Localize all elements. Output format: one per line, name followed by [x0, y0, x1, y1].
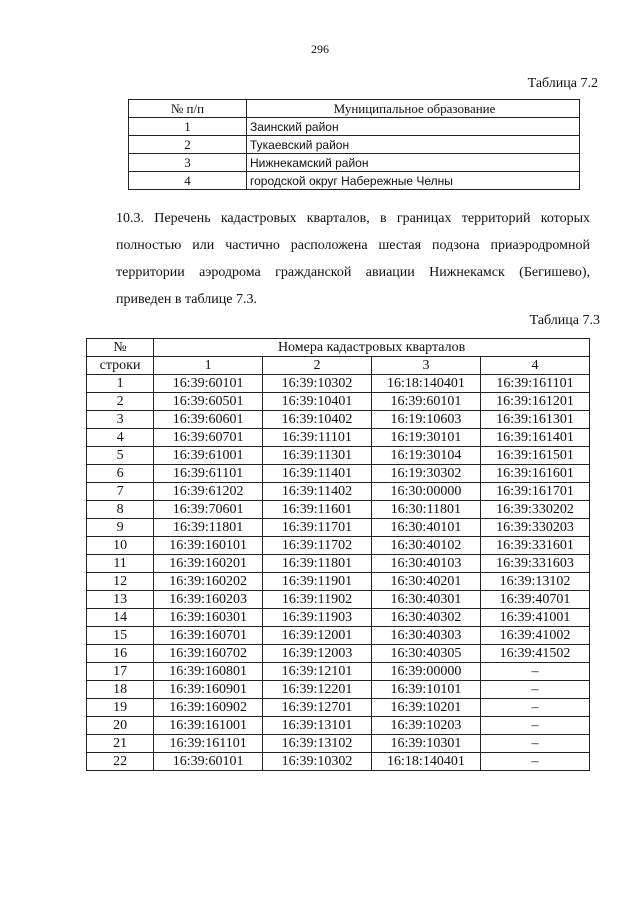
cadastral-quarter-cell: 16:39:11101 [263, 429, 372, 447]
cadastral-quarter-cell: – [480, 735, 589, 753]
cadastral-quarter-cell: 16:39:40701 [480, 591, 589, 609]
paragraph-line: полностью или частично расположена шестая подзона приаэродромной [116, 238, 590, 253]
cadastral-quarter-cell: 16:39:160201 [154, 555, 263, 573]
row-number-cell: 7 [87, 483, 154, 501]
row-number-cell: 3 [129, 154, 247, 172]
cadastral-quarter-cell: 16:39:61202 [154, 483, 263, 501]
cadastral-quarter-cell: 16:39:160902 [154, 699, 263, 717]
cadastral-quarter-cell: 16:39:11401 [263, 465, 372, 483]
cadastral-quarter-cell: 16:39:00000 [371, 663, 480, 681]
column-header-2: 2 [263, 357, 372, 375]
row-number-cell: 11 [87, 555, 154, 573]
municipality-cell: Заинский район [247, 118, 580, 136]
cadastral-quarter-cell: 16:39:10401 [263, 393, 372, 411]
cadastral-quarter-cell: 16:39:11801 [263, 555, 372, 573]
row-number-cell: 12 [87, 573, 154, 591]
cadastral-quarter-cell: 16:19:30101 [371, 429, 480, 447]
cadastral-quarter-cell: 16:39:60101 [154, 375, 263, 393]
table-row [87, 591, 590, 609]
table-row [87, 429, 590, 447]
cadastral-quarter-cell: 16:39:11801 [154, 519, 263, 537]
section-paragraph [116, 205, 590, 313]
table-row [87, 483, 590, 501]
cadastral-quarter-cell: 16:39:11702 [263, 537, 372, 555]
cadastral-quarter-cell: 16:39:10302 [263, 753, 372, 771]
cadastral-quarter-cell: 16:39:13102 [263, 735, 372, 753]
page-number: 296 [311, 42, 329, 56]
row-number-cell: 9 [87, 519, 154, 537]
table-row [129, 118, 580, 136]
cadastral-quarter-cell: 16:39:41502 [480, 645, 589, 663]
cadastral-quarter-cell: 16:39:13102 [480, 573, 589, 591]
cadastral-quarter-cell: 16:39:11901 [263, 573, 372, 591]
row-number-cell: 8 [87, 501, 154, 519]
column-header-number: № п/п [129, 100, 247, 118]
cadastral-quarter-cell: – [480, 699, 589, 717]
cadastral-quarter-cell: 16:39:161001 [154, 717, 263, 735]
cadastral-quarter-cell: 16:30:40303 [371, 627, 480, 645]
cadastral-quarter-cell: 16:30:40101 [371, 519, 480, 537]
table-row [87, 537, 590, 555]
row-number-cell: 1 [87, 375, 154, 393]
cadastral-quarter-cell: 16:39:161601 [480, 465, 589, 483]
paragraph-line: территории аэродрома гражданской авиации Нижнекамск (Бегишево), [116, 265, 590, 280]
cadastral-quarter-cell: 16:18:140401 [371, 375, 480, 393]
table-row [129, 172, 580, 190]
cadastral-quarter-cell: 16:19:30302 [371, 465, 480, 483]
cadastral-quarter-cell: 16:39:12003 [263, 645, 372, 663]
cadastral-quarter-cell: 16:39:41001 [480, 609, 589, 627]
cadastral-quarter-cell: 16:39:10402 [263, 411, 372, 429]
table-7-3-caption: Таблица 7.3 [529, 313, 600, 328]
table-row [87, 663, 590, 681]
municipality-cell: Нижнекамский район [247, 154, 580, 172]
cadastral-quarter-cell: 16:39:160101 [154, 537, 263, 555]
cadastral-quarter-cell: 16:39:61101 [154, 465, 263, 483]
column-header-municipality: Муниципальное образование [247, 100, 580, 118]
cadastral-quarter-cell: 16:30:40302 [371, 609, 480, 627]
cadastral-quarter-cell: 16:30:40201 [371, 573, 480, 591]
table-row [129, 154, 580, 172]
cadastral-quarter-cell: 16:39:13101 [263, 717, 372, 735]
table-row [87, 609, 590, 627]
row-number-cell: 1 [129, 118, 247, 136]
table-header-row [87, 339, 590, 357]
cadastral-quarter-cell: 16:39:161101 [480, 375, 589, 393]
cadastral-quarter-cell: 16:39:161301 [480, 411, 589, 429]
table-row [87, 411, 590, 429]
table-row [87, 555, 590, 573]
cadastral-quarter-cell: 16:39:10301 [371, 735, 480, 753]
cadastral-group-header: Номера кадастровых кварталов [154, 339, 590, 357]
municipality-cell: Тукаевский район [247, 136, 580, 154]
cadastral-quarter-cell: 16:39:161101 [154, 735, 263, 753]
column-header-3: 3 [371, 357, 480, 375]
cadastral-quarter-cell: 16:39:160202 [154, 573, 263, 591]
cadastral-quarter-cell: 16:30:40103 [371, 555, 480, 573]
municipality-table [128, 99, 580, 190]
table-row [87, 465, 590, 483]
cadastral-quarter-cell: 16:39:331603 [480, 555, 589, 573]
cadastral-quarter-cell: 16:39:11402 [263, 483, 372, 501]
row-number-cell: 4 [87, 429, 154, 447]
column-header-4: 4 [480, 357, 589, 375]
table-row [87, 645, 590, 663]
row-number-cell: 19 [87, 699, 154, 717]
table-row [87, 501, 590, 519]
cadastral-quarter-cell: 16:30:00000 [371, 483, 480, 501]
row-number-cell: 14 [87, 609, 154, 627]
row-number-cell: 22 [87, 753, 154, 771]
row-number-cell: 15 [87, 627, 154, 645]
cadastral-quarter-cell: 16:39:11902 [263, 591, 372, 609]
cadastral-quarter-cell: 16:39:160701 [154, 627, 263, 645]
cadastral-quarter-cell: 16:39:330202 [480, 501, 589, 519]
cadastral-quarter-cell: 16:30:40301 [371, 591, 480, 609]
cadastral-quarter-cell: 16:39:70601 [154, 501, 263, 519]
cadastral-quarter-cell: 16:39:60601 [154, 411, 263, 429]
row-number-cell: 5 [87, 447, 154, 465]
cadastral-quarter-cell: 16:39:160702 [154, 645, 263, 663]
cadastral-quarter-cell: 16:39:41002 [480, 627, 589, 645]
row-number-cell: 6 [87, 465, 154, 483]
cadastral-quarter-cell: 16:39:60501 [154, 393, 263, 411]
table-row [129, 136, 580, 154]
table-row [87, 753, 590, 771]
row-number-header: № [87, 339, 154, 357]
table-row [87, 519, 590, 537]
cadastral-quarter-cell: – [480, 717, 589, 735]
cadastral-quarter-cell: 16:18:140401 [371, 753, 480, 771]
cadastral-quarter-cell: 16:39:160901 [154, 681, 263, 699]
cadastral-quarter-cell: 16:39:10302 [263, 375, 372, 393]
cadastral-quarter-cell: 16:39:10101 [371, 681, 480, 699]
table-row [87, 735, 590, 753]
table-row [87, 393, 590, 411]
cadastral-quarter-cell: 16:39:331601 [480, 537, 589, 555]
table-row [87, 627, 590, 645]
row-number-cell: 2 [129, 136, 247, 154]
cadastral-quarter-cell: 16:39:160301 [154, 609, 263, 627]
cadastral-quarter-cell: 16:30:40305 [371, 645, 480, 663]
cadastral-quarter-cell: 16:39:11301 [263, 447, 372, 465]
cadastral-quarter-cell: 16:39:161401 [480, 429, 589, 447]
table-row [87, 375, 590, 393]
cadastral-quarter-cell: 16:19:10603 [371, 411, 480, 429]
cadastral-quarter-cell: – [480, 663, 589, 681]
row-number-cell: 16 [87, 645, 154, 663]
row-number-cell: 3 [87, 411, 154, 429]
row-number-cell: 20 [87, 717, 154, 735]
column-header-1: 1 [154, 357, 263, 375]
row-number-cell: 10 [87, 537, 154, 555]
cadastral-quarter-cell: 16:39:161201 [480, 393, 589, 411]
cadastral-quarter-cell: 16:39:10203 [371, 717, 480, 735]
cadastral-quarter-cell: 16:39:60701 [154, 429, 263, 447]
cadastral-quarter-cell: – [480, 753, 589, 771]
row-number-cell: 18 [87, 681, 154, 699]
cadastral-quarter-cell: 16:39:12701 [263, 699, 372, 717]
paragraph-line: приведен в таблице 7.3. [116, 292, 257, 307]
paragraph-line: 10.3. Перечень кадастровых кварталов, в границах территорий которых [116, 211, 590, 226]
row-number-cell: 2 [87, 393, 154, 411]
cadastral-quarter-cell: 16:39:12101 [263, 663, 372, 681]
municipality-cell: городской округ Набережные Челны [247, 172, 580, 190]
row-number-cell: 13 [87, 591, 154, 609]
cadastral-quarter-cell: 16:39:12201 [263, 681, 372, 699]
cadastral-quarter-cell: 16:30:40102 [371, 537, 480, 555]
table-row [87, 717, 590, 735]
cadastral-quarter-cell: 16:39:60101 [371, 393, 480, 411]
cadastral-quarter-cell: 16:19:30104 [371, 447, 480, 465]
table-row [87, 699, 590, 717]
cadastral-quarter-cell: 16:39:11601 [263, 501, 372, 519]
cadastral-quarter-cell: 16:39:160801 [154, 663, 263, 681]
cadastral-quarter-cell: – [480, 681, 589, 699]
table-row [87, 573, 590, 591]
cadastral-quarter-cell: 16:39:61001 [154, 447, 263, 465]
row-number-header-sub: строки [87, 357, 154, 375]
cadastral-quarter-cell: 16:39:11903 [263, 609, 372, 627]
cadastral-quarter-cell: 16:39:10201 [371, 699, 480, 717]
table-row [87, 681, 590, 699]
cadastral-quarter-cell: 16:39:161501 [480, 447, 589, 465]
table-header-row [129, 100, 580, 118]
row-number-cell: 21 [87, 735, 154, 753]
table-header-row [87, 357, 590, 375]
cadastral-quarter-cell: 16:39:330203 [480, 519, 589, 537]
row-number-cell: 4 [129, 172, 247, 190]
row-number-cell: 17 [87, 663, 154, 681]
table-row [87, 447, 590, 465]
cadastral-quarter-cell: 16:39:12001 [263, 627, 372, 645]
cadastral-quarter-cell: 16:39:60101 [154, 753, 263, 771]
cadastral-quarter-cell: 16:30:11801 [371, 501, 480, 519]
cadastral-quarter-cell: 16:39:161701 [480, 483, 589, 501]
cadastral-quarters-table [86, 338, 590, 771]
table-7-2-caption: Таблица 7.2 [527, 76, 598, 91]
cadastral-quarter-cell: 16:39:11701 [263, 519, 372, 537]
cadastral-quarter-cell: 16:39:160203 [154, 591, 263, 609]
